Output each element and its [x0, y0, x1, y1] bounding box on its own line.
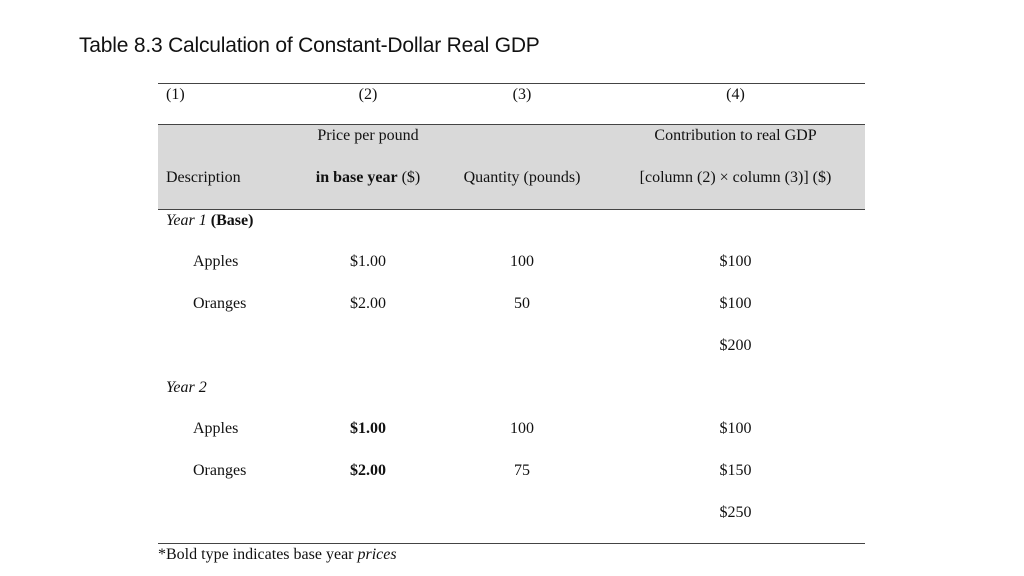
- year2-oranges-quantity: 75: [514, 462, 530, 479]
- header-price-unit: ($): [397, 169, 421, 186]
- slide-title: Table 8.3 Calculation of Constant-Dollar Real GDP: [79, 34, 540, 57]
- year2-apples-quantity: 100: [510, 420, 534, 437]
- year1-base-tag: (Base): [206, 212, 254, 229]
- header-quantity: Quantity (pounds): [463, 169, 581, 186]
- table-top-rule: [158, 83, 865, 84]
- year1-oranges-contribution: $100: [719, 295, 752, 312]
- year1-apples-quantity: 100: [510, 253, 534, 270]
- header-price-line1: Price per pound: [317, 127, 419, 144]
- year2-oranges-price: $2.00: [350, 462, 386, 479]
- year2-apples-price: $1.00: [350, 420, 386, 437]
- header-contribution-line1: Contribution to real GDP: [654, 127, 817, 144]
- year1-oranges-quantity: 50: [514, 295, 530, 312]
- header-price-line2: [293, 168, 443, 188]
- table-footnote: [158, 546, 397, 564]
- year1-apples-description: Apples: [193, 253, 239, 270]
- footnote-text: *Bold type indicates base year: [158, 546, 358, 563]
- header-bottom-rule: [158, 209, 865, 210]
- year2-label-text: Year 2: [166, 379, 207, 396]
- year1-label-text: Year 1: [166, 212, 207, 229]
- col-number-2: (2): [358, 86, 378, 103]
- year1-label: [166, 211, 253, 231]
- table-bottom-rule: [158, 543, 865, 544]
- year2-oranges-contribution: $150: [719, 462, 752, 479]
- header-description: Description: [166, 169, 241, 186]
- year2-label: [166, 378, 207, 398]
- col-number-3: (3): [512, 86, 532, 103]
- year2-apples-contribution: $100: [719, 420, 752, 437]
- year1-apples-price: $1.00: [350, 253, 386, 270]
- year2-total: $250: [719, 504, 752, 521]
- year1-oranges-price: $2.00: [350, 295, 386, 312]
- year2-oranges-description: Oranges: [193, 462, 247, 479]
- header-price-base-year: in base year: [315, 169, 398, 186]
- col-number-4: (4): [726, 86, 745, 103]
- year1-total: $200: [719, 337, 752, 354]
- year2-apples-description: Apples: [193, 420, 239, 437]
- year1-apples-contribution: $100: [719, 253, 752, 270]
- header-contribution-line2: [column (2) × column (3)] ($): [639, 169, 832, 186]
- year1-oranges-description: Oranges: [193, 295, 247, 312]
- footnote-italic-word: prices: [357, 546, 397, 563]
- col-number-1: (1): [166, 86, 185, 103]
